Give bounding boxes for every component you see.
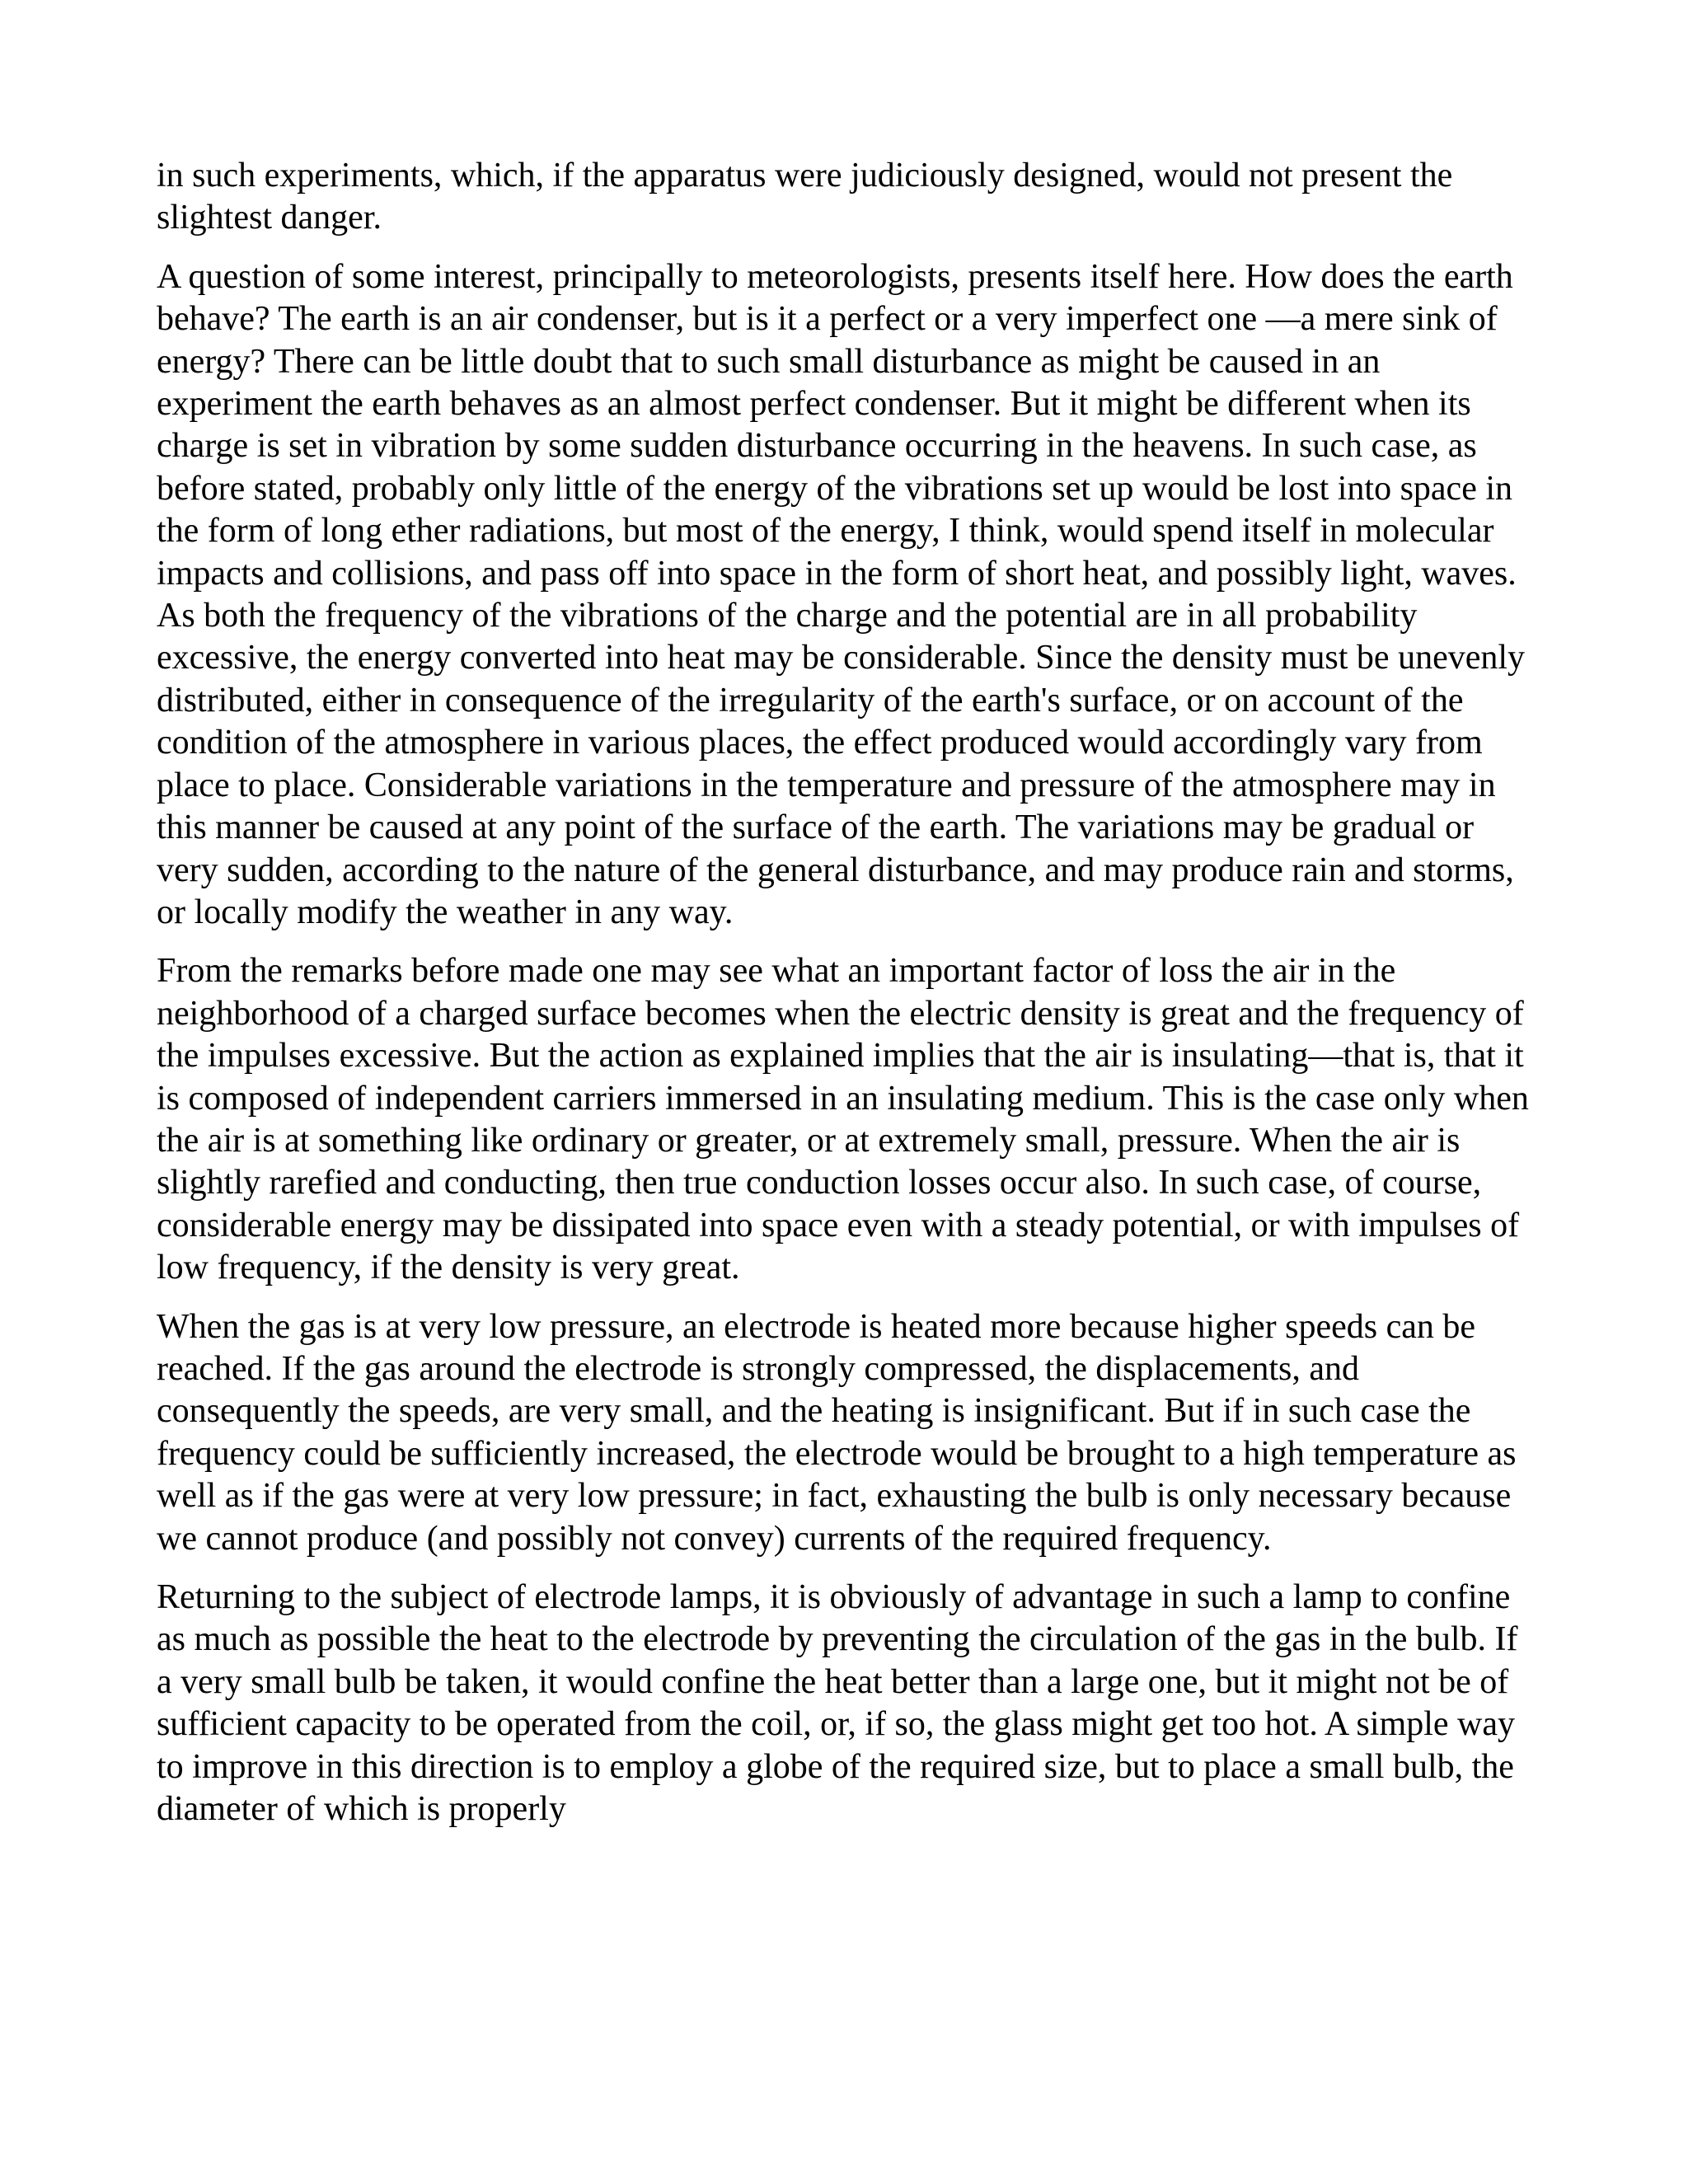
paragraph-electrode-lamps: Returning to the subject of electrode lamps, it is obviously of advantage in such a lamp to confine as much as possible the heat to the electrode by preventing the circulation of the gas in the bulb. If a very small bulb be taken, it would confine the heat better than a large one, but it might not be of sufficient capacity to be operated from the coil, or, if so, the glass might get too hot. A simple way to improve in this direction is to employ a globe of the required size, but to place a small bulb, the diameter of which is properly xyxy=(157,1578,1518,1829)
document-page xyxy=(157,155,1541,1847)
paragraph-air-loss: From the remarks before made one may see what an important factor of loss the air in the neighborhood of a charged surface becomes when the electric density is great and the frequency of the impulses excessive. But the action as explained implies that the air is insulating—that is, that it is composed of independent carriers immersed in an insulating medium. This is the case only when the air is at something like ordinary or greater, or at extremely small, pressure. When the air is slightly rarefied and conducting, then true conduction losses occur also. In such case, of course, considerable energy may be dissipated into space even with a steady potential, or with impulses of low frequency, if the density is very great. xyxy=(157,952,1529,1287)
paragraph-continuation: in such experiments, which, if the apparatus were judiciously designed, would not present the slightest danger. xyxy=(157,157,1453,237)
paragraph-gas-pressure: When the gas is at very low pressure, an electrode is heated more because higher speeds can be reached. If the gas around the electrode is strongly compressed, the displacements, and consequently the speeds, are very small, and the heating is insignificant. But if in such case the frequency could be sufficiently increased, the electrode would be brought to a high temperature as well as if the gas were at very low pressure; in fact, exhausting the bulb is only necessary because we cannot produce (and possibly not convey) currents of the required frequency. xyxy=(157,1307,1517,1558)
paragraph-earth-condenser: A question of some interest, principally to meteorologists, presents itself here. How does the earth behave? The earth is an air condenser, but is it a perfect or a very imperfect one —a mere sink of energy? There can be little doubt that to such small disturbance as might be caused in an experiment the earth behaves as an almost perfect condenser. But it might be different when its charge is set in vibration by some sudden disturbance occurring in the heavens. In such case, as before stated, probably only little of the energy of the vibrations set up would be lost into space in the form of long ether radiations, but most of the energy, I think, would spend itself in molecular impacts and collisions, and pass off into space in the form of short heat, and possibly light, waves. As both the frequency of the vibrations of the charge and the potential are in all probability excessive, the energy converted into heat may be considerable. Since the density must be unevenly distributed, either in consequence of the irregularity of the earth's surface, or on account of the condition of the atmosphere in various places, the effect produced would accordingly vary from place to place. Considerable variations in the temperature and pressure of the atmosphere may in this manner be caused at any point of the surface of the earth. The variations may be gradual or very sudden, according to the nature of the general disturbance, and may produce rain and storms, or locally modify the weather in any way. xyxy=(157,257,1526,931)
